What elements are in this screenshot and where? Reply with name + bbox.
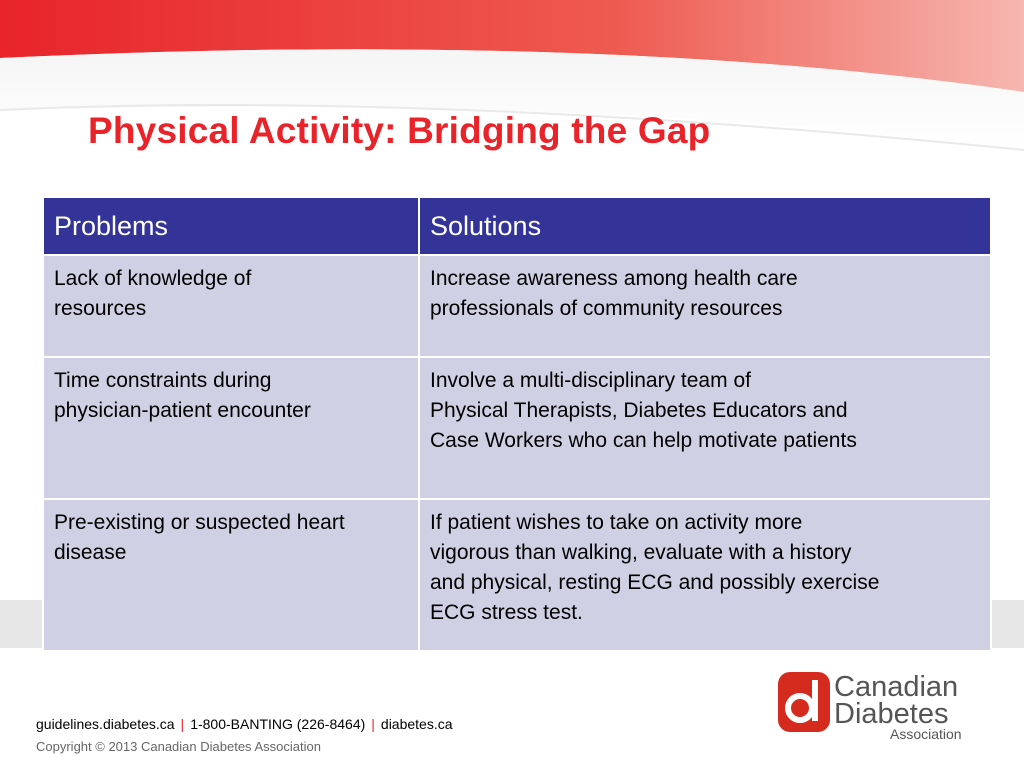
guidelines-link[interactable]: guidelines.diabetes.ca: [36, 716, 175, 732]
problem-cell: Time constraints during physician-patient encounter: [43, 357, 419, 499]
footer-links: [36, 716, 453, 732]
table-row: [43, 255, 991, 357]
problem-cell: Lack of knowledge of resources: [43, 255, 419, 357]
logo-word-diabetes: Diabetes: [834, 698, 949, 730]
cda-logo-mark-icon: [778, 672, 830, 732]
table-header-row: [43, 197, 991, 255]
logo-word-association: Association: [890, 726, 962, 742]
header-problems: Problems: [43, 197, 419, 255]
problem-cell: Pre-existing or suspected heart disease: [43, 499, 419, 651]
solution-cell: If patient wishes to take on activity more vigorous than walking, evaluate with a history and physical, resting ECG and possibly exercise ECG stress test.: [419, 499, 991, 651]
table-row: [43, 499, 991, 651]
slide-title: Physical Activity: Bridging the Gap: [88, 110, 711, 151]
copyright-text: Copyright © 2013 Canadian Diabetes Association: [36, 739, 321, 754]
solution-cell: Increase awareness among health care professionals of community resources: [419, 255, 991, 357]
diabetes-link[interactable]: diabetes.ca: [380, 716, 453, 732]
footer-separator: |: [371, 716, 375, 732]
footer-separator: |: [180, 716, 185, 732]
problems-solutions-table: [42, 196, 992, 652]
cda-logo: [778, 672, 978, 744]
logo-word-canadian: Canadian: [834, 671, 959, 703]
phone-number: 1-800-BANTING (226-8464): [190, 716, 366, 732]
table-row: [43, 357, 991, 499]
header-solutions: Solutions: [419, 197, 991, 255]
solution-cell: Involve a multi-disciplinary team of Physical Therapists, Diabetes Educators and Case Workers who can help motivate patients: [419, 357, 991, 499]
